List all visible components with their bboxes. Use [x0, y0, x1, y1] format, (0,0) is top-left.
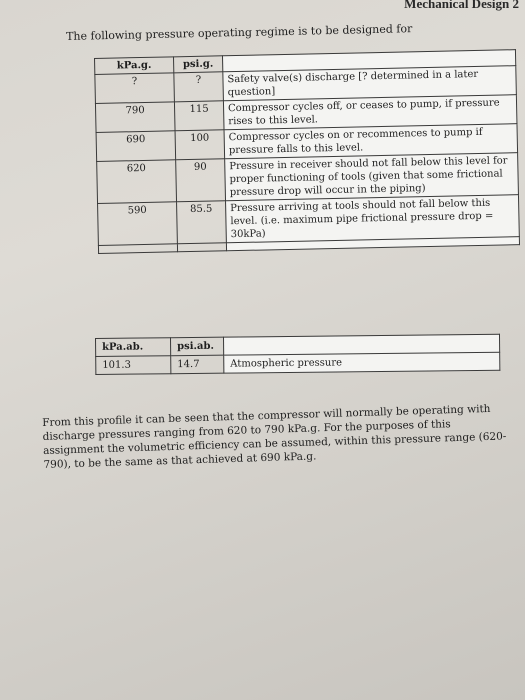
cell-kpa: 790	[95, 102, 175, 133]
atmospheric-table	[95, 334, 500, 375]
cell-psi: 90	[176, 159, 226, 202]
cell-kpa: ?	[95, 73, 175, 104]
page-header-title: Mechanical Design 2	[404, 0, 519, 11]
header-kpa-ab: kPa.ab.	[96, 338, 171, 357]
cell-desc: Pressure arriving at tools should not fall below this level. (i.e. maximum pipe frictional pressure drop = 30kPa)	[226, 195, 520, 243]
header-psi-ab: psi.ab.	[171, 337, 224, 356]
cell-psi-ab: 14.7	[171, 355, 224, 374]
table-row	[96, 352, 500, 374]
cell-kpa: 690	[96, 131, 176, 162]
intro-text: The following pressure operating regime is to be designed for	[66, 22, 413, 43]
cell-psi: 115	[174, 101, 224, 131]
cell-kpa	[98, 244, 177, 254]
cell-kpa: 620	[97, 160, 177, 204]
cell-desc: Compressor cycles on or recommences to pump if pressure falls to this level.	[224, 124, 518, 159]
cell-psi: ?	[174, 72, 224, 102]
cell-psi: 100	[175, 130, 225, 160]
cell-desc: Pressure in receiver should not fall below this level for proper functioning of tools (given that some frictional pressure drop will occur in the piping)	[225, 153, 519, 201]
cell-desc: Atmospheric pressure	[224, 352, 500, 373]
cell-psi: 85.5	[177, 201, 227, 244]
header-psi: psi.g.	[173, 56, 222, 73]
cell-kpa-ab: 101.3	[96, 356, 171, 375]
header-kpa: kPa.g.	[95, 57, 174, 75]
cell-kpa: 590	[98, 202, 178, 246]
cell-desc: Compressor cycles off, or ceases to pump, if pressure rises to this level.	[223, 95, 517, 130]
pressure-regime-table	[94, 49, 520, 254]
body-paragraph: From this profile it can be seen that the compressor will normally be operating with discharge pressures ranging from 620 to 790 kPa.g. For the purposes of this assignment the volumetric efficiency can be assumed, within this pressure range (620-790), to be the same as that achieved at 690 kPa.g.	[42, 402, 507, 471]
cell-psi	[177, 243, 226, 252]
cell-desc: Safety valve(s) discharge [? determined in a later question]	[223, 66, 517, 101]
